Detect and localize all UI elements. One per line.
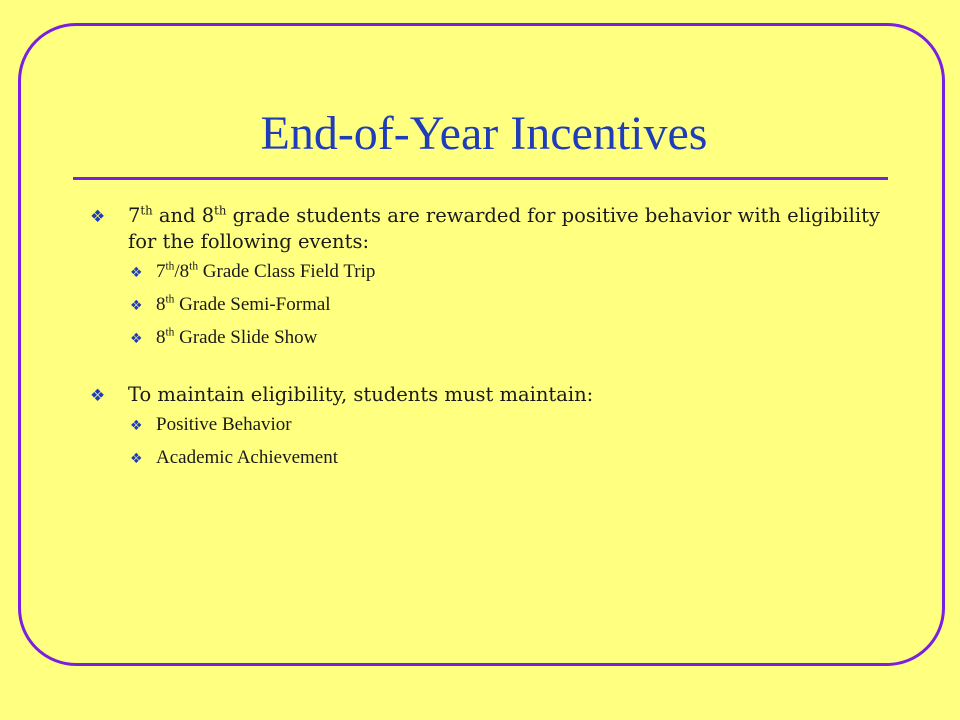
bullet-list — [90, 203, 890, 480]
sub-bullet-semi-formal — [130, 294, 890, 316]
sub-bullet-text: 8th Grade Semi-Formal — [156, 293, 331, 315]
sub-bullet-slide-show — [130, 327, 890, 349]
sub-bullet-positive-behavior — [130, 414, 890, 436]
diamond-bullet-icon: ❖ — [130, 451, 143, 467]
bullet-text: 7th and 8th grade students are rewarded for positive behavior with eligibility for the following events: — [128, 203, 880, 253]
bullet-item-maintain — [90, 382, 890, 408]
sub-bullet-text: Positive Behavior — [156, 414, 292, 435]
diamond-bullet-icon: ❖ — [130, 418, 143, 434]
sub-bullet-academic-achievement — [130, 447, 890, 469]
slide-title: End-of-Year Incentives — [260, 107, 708, 160]
title-underline-rule — [73, 177, 888, 180]
diamond-bullet-icon: ❖ — [130, 265, 143, 281]
spacer — [90, 360, 890, 382]
sub-bullet-field-trip — [130, 261, 890, 283]
bullet-text: To maintain eligibility, students must maintain: — [128, 383, 594, 406]
diamond-bullet-icon: ❖ — [90, 386, 106, 406]
sub-bullet-text: 7th/8th Grade Class Field Trip — [156, 260, 376, 282]
sub-bullet-text: 8th Grade Slide Show — [156, 326, 318, 348]
diamond-bullet-icon: ❖ — [130, 298, 143, 314]
bullet-item-rewards — [90, 203, 890, 255]
diamond-bullet-icon: ❖ — [130, 331, 143, 347]
diamond-bullet-icon: ❖ — [90, 207, 106, 227]
sub-bullet-text: Academic Achievement — [156, 447, 339, 468]
